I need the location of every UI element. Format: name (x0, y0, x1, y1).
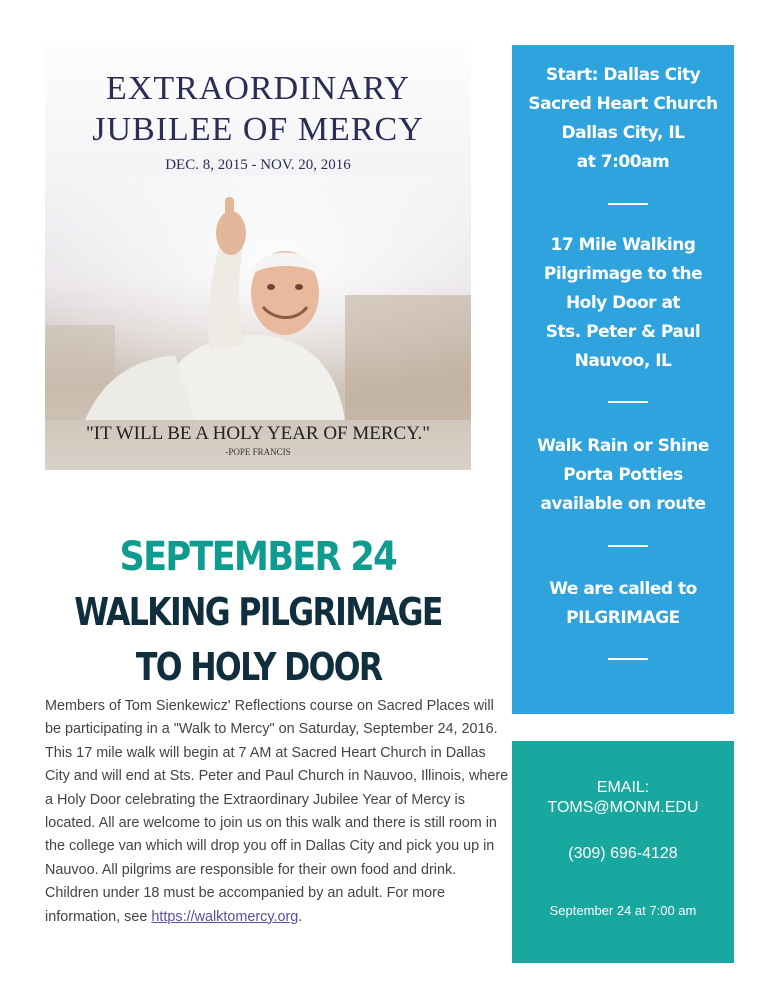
called-info (512, 575, 734, 633)
pope-illustration (45, 175, 471, 420)
headline-date: SEPTEMBER 24 (119, 534, 396, 580)
called-line: We are called to (549, 579, 697, 599)
headline-walking-pilgrimage: WALKING PILGRIMAGE (74, 590, 442, 634)
rain-info (512, 432, 734, 519)
walk-line: 17 Mile Walking (550, 235, 696, 255)
description-text: Members of Tom Sienkewicz' Reflections course on Sacred Places will be participating in a "Walk to Mercy" on Saturday, September 24, 2016. This 17 mile walk will begin at 7 AM at Sacred Heart Church in Dallas City and will end at Sts. Peter and Paul Church in Nauvoo, Illinois, where a Holy Door celebrating the Extraordinary Jubilee Year of Mercy is located. All are welcome to join us on this walk and there is still room in the college van which will drop you off in Dallas City and pick you up in Nauvoo. All pilgrims are responsible for their own food and drink. Children under 18 must be accompanied by an adult. For more information, see (45, 698, 509, 925)
start-line: at 7:00am (576, 152, 670, 172)
divider (608, 658, 648, 660)
event-date-time: September 24 at 7:00 am (549, 903, 697, 918)
start-line: Dallas City, IL (561, 123, 685, 143)
walk-line: Pilgrimage to the (543, 264, 703, 284)
email-address[interactable]: TOMS@MONM.EDU (547, 799, 699, 816)
rain-line: Walk Rain or Shine (537, 436, 709, 456)
poster-title-line2: JUBILEE OF MERCY (92, 111, 424, 148)
start-info (512, 61, 734, 177)
event-details-sidebar (512, 45, 734, 714)
rain-line: Porta Potties (563, 465, 683, 485)
description-paragraph (45, 695, 510, 929)
description-end: . (298, 908, 303, 925)
poster-dates: DEC. 8, 2015 - NOV. 20, 2016 (165, 157, 351, 173)
start-line: Start: Dallas City (545, 65, 701, 85)
walktomercy-link[interactable]: https://walktomercy.org (151, 908, 299, 925)
called-line: PILGRIMAGE (566, 608, 680, 628)
headline-holy-door: TO HOLY DOOR (135, 645, 382, 689)
walk-line: Nauvoo, IL (574, 351, 672, 371)
walk-line: Holy Door at (565, 293, 681, 313)
contact-box (512, 741, 734, 963)
rain-line: available on route (540, 494, 706, 514)
divider (608, 545, 648, 547)
jubilee-poster-image (45, 45, 471, 470)
divider (608, 203, 648, 205)
phone-number: (309) 696-4128 (568, 845, 678, 862)
poster-attribution: -POPE FRANCIS (225, 447, 291, 457)
poster-quote: "IT WILL BE A HOLY YEAR OF MERCY." (85, 423, 430, 444)
email-label: EMAIL: (596, 779, 650, 796)
walk-info (512, 231, 734, 376)
poster-title-line1: EXTRAORDINARY (106, 70, 410, 107)
divider (608, 401, 648, 403)
walk-line: Sts. Peter & Paul (545, 322, 701, 342)
start-line: Sacred Heart Church (528, 94, 718, 114)
